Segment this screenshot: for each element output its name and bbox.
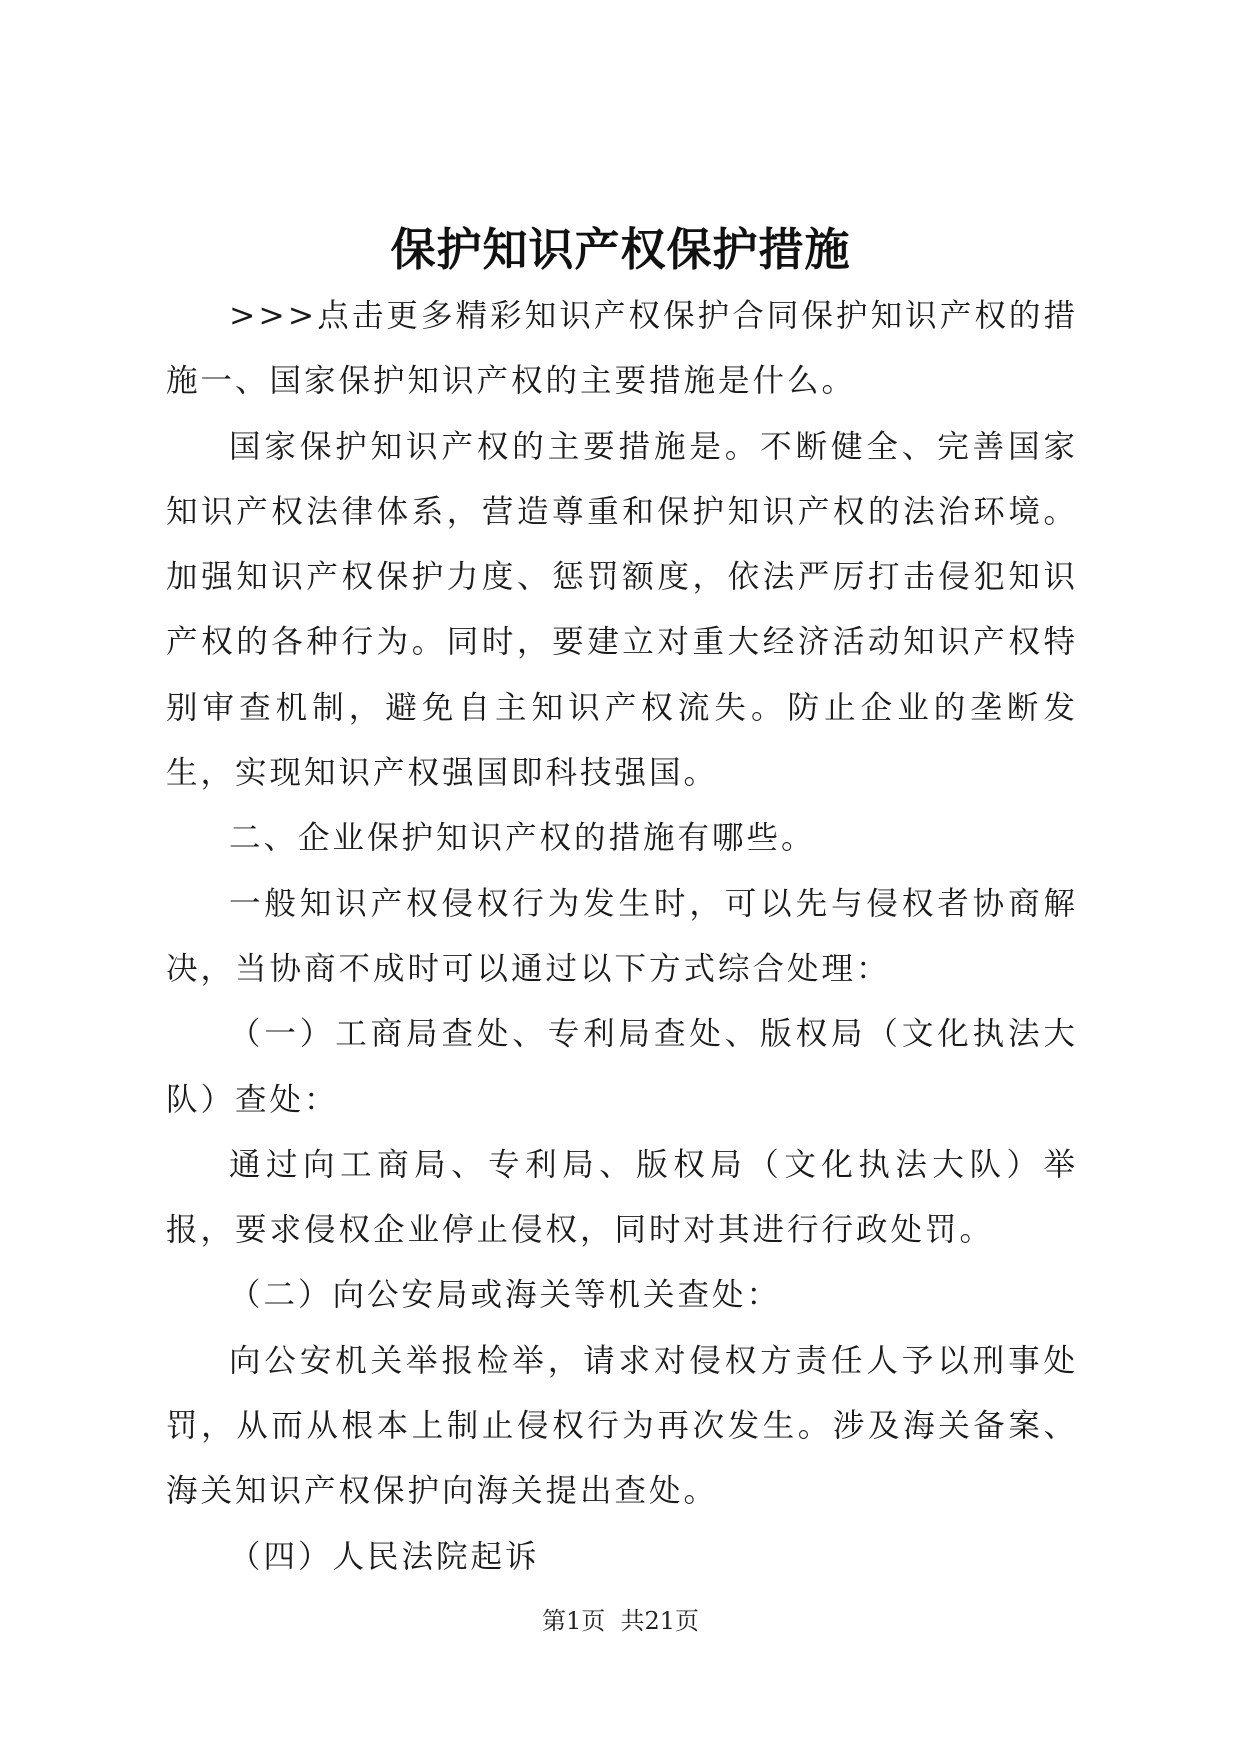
paragraph-section-two-heading: 二、企业保护知识产权的措施有哪些。 — [229, 820, 816, 857]
paragraph-item-one-heading: （一）工商局查处、专利局查处、版权局（文化执法大队）查处： — [166, 1016, 1078, 1118]
document-title: 保护知识产权保护措施 — [390, 223, 851, 276]
page-number: 第1页 共21页 — [541, 1607, 700, 1635]
paragraph-negotiation: 一般知识产权侵权行为发生时，可以先与侵权者协商解决，当协商不成时可以通过以下方式综合处理： — [166, 885, 1078, 987]
document-body — [166, 284, 1078, 1590]
paragraph-intro: >>>点击更多精彩知识产权保护合同保护知识产权的措施一、国家保护知识产权的主要措施是什么。 — [166, 298, 1078, 400]
page-footer — [0, 1606, 1241, 1636]
paragraph-item-one-body: 通过向工商局、专利局、版权局（文化执法大队）举报，要求侵权企业停止侵权，同时对其进行行政处罚。 — [166, 1146, 1078, 1249]
paragraph-item-two-heading: （二）向公安局或海关等机关查处： — [229, 1277, 782, 1314]
paragraph-item-four-heading: （四）人民法院起诉 — [229, 1538, 540, 1575]
paragraph-item-two-body: 向公安机关举报检举，请求对侵权方责任人予以刑事处罚，从而从根本上制止侵权行为再次发生。涉及海关备案、海关知识产权保护向海关提出查处。 — [166, 1342, 1078, 1510]
paragraph-national-measures: 国家保护知识产权的主要措施是。不断健全、完善国家知识产权法律体系，营造尊重和保护知识产权的法治环境。加强知识产权保护力度、惩罚额度，依法严厉打击侵犯知识产权的各种行为。同时，要建立对重大经济活动知识产权特别审查机制，避免自主知识产权流失。防止企业的垄断发生，实现知识产权强国即科技强国。 — [166, 428, 1078, 792]
